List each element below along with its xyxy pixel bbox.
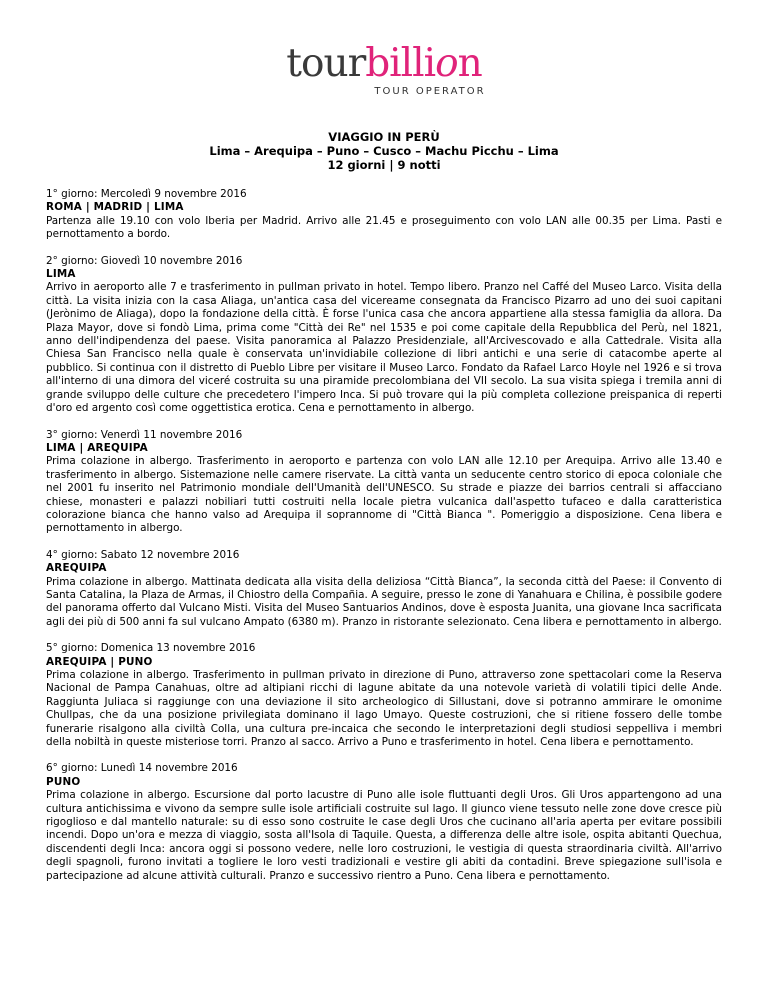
- logo-part-n: n: [457, 41, 482, 86]
- day-route: ROMA | MADRID | LIMA: [46, 201, 184, 214]
- day-description: Prima colazione in albergo. Trasferimento in aeroporto e partenza con volo LAN alle 12.10 per Arequipa. Arrivo alle 13.40 e trasferimento in albergo. Sistemazione nelle camere riservate. La città vanta un seducente centro storico di epoca coloniale che nel 2001 fu inserito nel Patrimonio mondiale dell'Umanità dell'UNESCO. Su strade e piazze dei barrios centrali si affacciano chiese, monasteri e palazzi nobiliari tutti costruiti nella locale pietra vulcanica dall'aspetto tufaceo e dalla caratteristica colorazione bianca che hanno valso ad Arequipa il soprannome di "Città Bianca ". Pomeriggio a disposizione. Cena libera e pernottamento in albergo.: [46, 455, 722, 535]
- logo-part-billi: billi: [365, 41, 436, 86]
- day-section: [46, 429, 722, 536]
- day-route: AREQUIPA: [46, 562, 107, 575]
- day-description: Arrivo in aeroporto alle 7 e trasferimento in pullman privato in hotel. Tempo libero. Pranzo nel Caffé del Museo Larco. Visita della città. La visita inizia con la casa Aliaga, un'antica casa del vicereame consegnata da Francisco Pizarro ad uno dei suoi capitani (Jerònimo de Aliaga), dopo la fondazione della città. È forse l'unica casa che ancora appartiene alla stessa famiglia da allora. Da Plaza Mayor, dove si fondò Lima, prima come "Città dei Re" nel 1535 e poi come capitale della Repubblica del Perù, nel 1821, anno dell'indipendenza del paese. Visita panoramica al Palazzo Presidenziale, all'Arcivescovado e alla Cattedrale. Visita alla Chiesa San Francisco nella quale è conservata un'invidiabile collezione di libri antichi e una serie di catacombe aperte al pubblico. Si continua con il distretto di Pueblo Libre per visitare il Museo Larco. Fondato da Rafael Larco Hoyle nel 1926 e si trova all'interno di una dimora del viceré costruita su una piramide precolombiana del VII secolo. La sua visita spiega i tremila anni di grande sviluppo delle culture che precedetero l'impero Inca. Si può trovare qui la più completa collezione preispanica di reperti d'oro ed argento così come oggettistica erotica. Cena e pernottamento in albergo.: [46, 281, 722, 415]
- day-date: 1° giorno: Mercoledì 9 novembre 2016: [46, 188, 247, 200]
- day-section: [46, 549, 722, 629]
- day-description: Partenza alle 19.10 con volo Iberia per Madrid. Arrivo alle 21.45 e proseguimento con volo LAN alle 00.35 per Lima. Pasti e pernottamento a bordo.: [46, 214, 722, 241]
- day-description: Prima colazione in albergo. Escursione dal porto lacustre di Puno alle isole fluttuanti degli Uros. Gli Uros appartengono ad una cultura antichissima e vivono da sempre sulle isole artificiali costruite sul lago. Il giunco viene tessuto nelle zone dove cresce più rigoglioso e dal mantello naturale: su di esso sono costruite le case degli Uros che cucinano all'aria aperta per evitare possibili incendi. Dopo un'ora e mezza di viaggio, sosta all'Isola di Taquile. Questa, a differenza delle altre isole, ospita abitanti Quechua, discendenti degli Inca: ancora oggi si possono vedere, nelle loro costruzioni, le vestigia di questa straordinaria civiltà. All'arrivo degli spagnoli, furono invitati a togliere le loro vesti tradizionali e vestire gli abiti da contadini. Breve spiegazione sull'isola e partecipazione ad alcune attività culturali. Pranzo e successivo rientro a Puno. Cena libera e pernottamento.: [46, 789, 722, 882]
- day-date: 6° giorno: Lunedì 14 novembre 2016: [46, 762, 238, 775]
- logo-wordmark: [0, 42, 768, 86]
- trip-title-block: [0, 130, 768, 172]
- logo-part-tour: tour: [286, 41, 366, 86]
- day-date: 5° giorno: Domenica 13 novembre 2016: [46, 642, 256, 655]
- day-route: PUNO: [46, 775, 81, 788]
- day-section: [46, 188, 722, 242]
- tourbillion-logo: [0, 42, 768, 97]
- day-date: 3° giorno: Venerdì 11 novembre 2016: [46, 428, 243, 441]
- day-date: 4° giorno: Sabato 12 novembre 2016: [46, 548, 240, 561]
- day-description: Prima colazione in albergo. Trasferimento in pullman privato in direzione di Puno, attraverso zone spettacolari come la Reserva Nacional de Pampa Canahuas, oltre ad altipiani ricchi di lagune abitate da una notevole varietà di volatili tipici delle Ande. Raggiunta Juliaca si raggiunge con una deviazione il sito archeologico di Sillustani, dove si potranno ammirare le omonime Chullpas, che da una posizione privilegiata dominano il lago Umayo. Queste costruzioni, che si ritiene fossero delle tombe funerarie risalgono alla civiltà Colla, una cultura pre-incaica che secondo le interpretazioni degli studiosi seppelliva i membri della nobiltà in queste misteriose torri. Pranzo al sacco. Arrivo a Puno e trasferimento in hotel. Cena libera e pernottamento.: [46, 669, 722, 749]
- day-section: [46, 642, 722, 749]
- day-route: LIMA | AREQUIPA: [46, 441, 148, 454]
- trip-title: VIAGGIO IN PERÙ: [328, 130, 440, 144]
- logo-subtitle: TOUR OPERATOR: [374, 86, 486, 97]
- day-section: [46, 762, 722, 883]
- trip-duration: 12 giorni | 9 notti: [327, 158, 441, 172]
- logo-part-o: o: [435, 41, 458, 86]
- itinerary-content: [46, 188, 722, 896]
- day-route: LIMA: [46, 268, 76, 281]
- day-date: 2° giorno: Giovedì 10 novembre 2016: [46, 254, 243, 267]
- day-section: [46, 255, 722, 416]
- day-description: Prima colazione in albergo. Mattinata dedicata alla visita della deliziosa “Città Bianca”, la seconda città del Paese: il Convento di Santa Catalina, la Plaza de Armas, il Chiostro della Compañia. A seguire, presso le zone di Yanahuara e Chilina, è possibile godere del panorama offerto dal Vulcano Misti. Visita del Museo Santuarios Andinos, dove è esposta Juanita, una giovane Inca sacrificata agli dei più di 500 anni fa sul vulcano Ampato (6380 m). Pranzo in ristorante selezionato. Cena libera e pernottamento in albergo.: [46, 575, 722, 628]
- day-route: AREQUIPA | PUNO: [46, 655, 153, 668]
- trip-itinerary: Lima – Arequipa – Puno – Cusco – Machu Picchu – Lima: [209, 144, 559, 158]
